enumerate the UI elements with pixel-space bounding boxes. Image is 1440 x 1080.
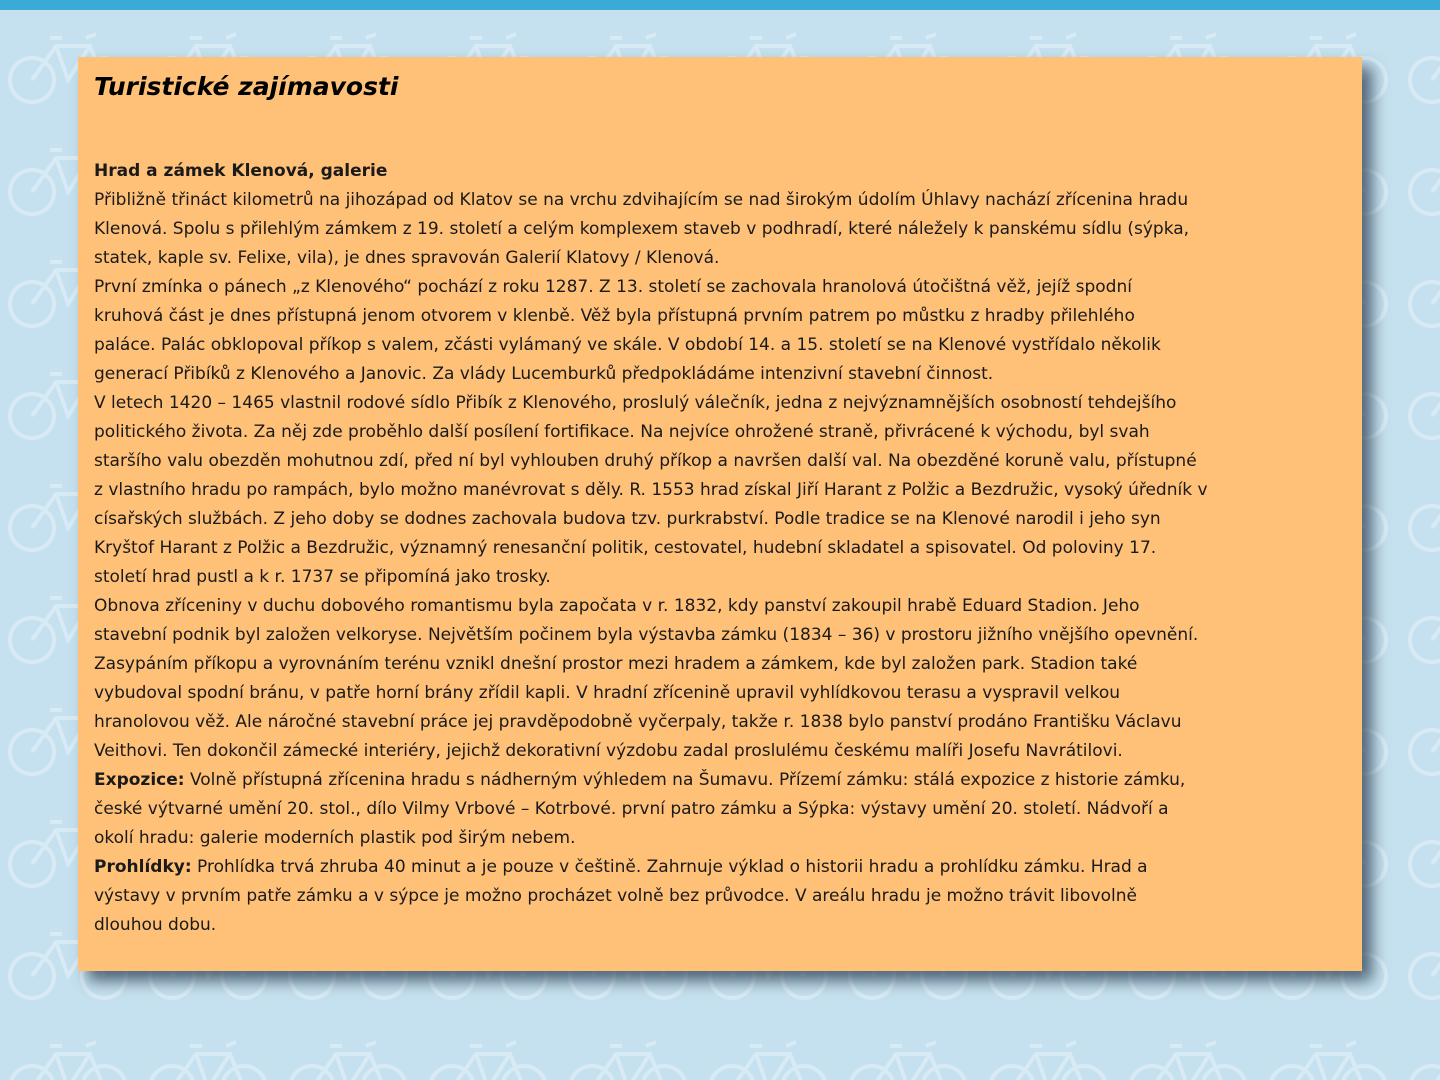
text-segment: století hrad pustl a k r. 1737 se připomíná jako trosky. (94, 567, 551, 587)
text-segment: z vlastního hradu po rampách, bylo možno manévrovat s děly. R. 1553 hrad získal Jiří Harant z Polžic a Bezdružic, vysoký úředník v (94, 480, 1208, 500)
text-segment: statek, kaple sv. Felixe, vila), je dnes spravován Galerií Klatovy / Klenová. (94, 248, 720, 268)
text-segment: výstavy v prvním patře zámku a v sýpce je možno procházet volně bez průvodce. V areálu hradu je možno trávit libovolně (94, 886, 1138, 906)
text-line (94, 737, 1350, 766)
text-segment: politického života. Za něj zde proběhlo další posílení fortifikace. Na nejvíce ohrožené straně, přivrácené k východu, byl svah (94, 422, 1150, 442)
text-line (94, 331, 1350, 360)
text-line (94, 650, 1350, 679)
bold-label: Prohlídky: (94, 857, 192, 877)
text-line (94, 708, 1350, 737)
text-line (94, 853, 1350, 882)
content-panel (78, 57, 1362, 971)
text-segment: české výtvarné umění 20. stol., dílo Vilmy Vrbové – Kotrbové. první patro zámku a Sýpka: výstavy umění 20. století. Nádvoří a (94, 799, 1169, 819)
text-line (94, 360, 1350, 389)
text-segment: dlouhou dobu. (94, 915, 217, 935)
text-line (94, 157, 1350, 186)
text-line (94, 621, 1350, 650)
text-segment: paláce. Palác obklopoval příkop s valem, zčásti vylámaný ve skále. V období 14. a 15. století se na Klenové vystřídalo několik (94, 335, 1161, 355)
text-line (94, 215, 1350, 244)
text-line (94, 273, 1350, 302)
text-line (94, 244, 1350, 273)
text-segment: císařských službách. Z jeho doby se dodnes zachovala budova tzv. purkrabství. Podle tradice se na Klenové narodil i jeho syn (94, 509, 1161, 529)
text-line (94, 476, 1350, 505)
text-segment: V letech 1420 – 1465 vlastnil rodové sídlo Přibík z Klenového, proslulý válečník, jedna z nejvýznamnějších osobností tehdejšího (94, 393, 1177, 413)
text-segment: Přibližně třináct kilometrů na jihozápad od Klatov se na vrchu zdvihajícím se nad širokým údolím Úhlavy nachází zřícenina hradu (94, 190, 1189, 210)
text-segment: staršího valu obezděn mohutnou zdí, před ní byl vyhlouben druhý příkop a navršen další val. Na obezděné koruně valu, přístupné (94, 451, 1197, 471)
text-line (94, 592, 1350, 621)
bold-label: Hrad a zámek Klenová, galerie (94, 161, 388, 181)
text-line (94, 505, 1350, 534)
text-segment: generací Přibíků z Klenového a Janovic. Za vlády Lucemburků předpokládáme intenzivní stavební činnost. (94, 364, 994, 384)
text-line (94, 186, 1350, 215)
text-segment: Zasypáním příkopu a vyrovnáním terénu vznikl dnešní prostor mezi hradem a zámkem, kde byl založen park. Stadion také (94, 654, 1138, 674)
text-segment: kruhová část je dnes přístupná jenom otvorem v klenbě. Věž byla přístupná prvním patrem po můstku z hradby přilehlého (94, 306, 1135, 326)
text-segment: Veithovi. Ten dokončil zámecké interiéry, jejichž dekorativní výzdobu zadal proslulému českému malíři Josefu Navrátilovi. (94, 741, 1123, 761)
text-line (94, 824, 1350, 853)
text-segment: stavební podnik byl založen velkoryse. Největším počinem byla výstavba zámku (1834 – 36) v prostoru jižního vnějšího opevnění. (94, 625, 1199, 645)
text-segment: Obnova zříceniny v duchu dobového romantismu byla započata v r. 1832, kdy panství zakoupil hrabě Eduard Stadion. Jeho (94, 596, 1140, 616)
text-line (94, 882, 1350, 911)
text-line (94, 911, 1350, 940)
article-body (94, 157, 1350, 940)
text-line (94, 766, 1350, 795)
text-line (94, 563, 1350, 592)
text-segment: Volně přístupná zřícenina hradu s nádherným výhledem na Šumavu. Přízemí zámku: stálá expozice z historie zámku, (184, 770, 1186, 790)
page-title: Turistické zajímavosti (94, 72, 399, 101)
text-segment: hranolovou věž. Ale náročné stavební práce jej pravděpodobně vyčerpaly, takže r. 1838 bylo panství prodáno Františku Václavu (94, 712, 1182, 732)
text-segment: vybudoval spodní bránu, v patře horní brány zřídil kapli. V hradní zřícenině upravil vyhlídkovou terasu a vyspravil velkou (94, 683, 1120, 703)
text-line (94, 389, 1350, 418)
text-line (94, 302, 1350, 331)
text-line (94, 795, 1350, 824)
text-line (94, 679, 1350, 708)
bold-label: Expozice: (94, 770, 185, 790)
text-line (94, 534, 1350, 563)
text-segment: Prohlídka trvá zhruba 40 minut a je pouze v češtině. Zahrnuje výklad o historii hradu a prohlídku zámku. Hrad a (191, 857, 1148, 877)
text-line (94, 447, 1350, 476)
text-segment: Klenová. Spolu s přilehlým zámkem z 19. století a celým komplexem staveb v podhradí, které náležely k panskému sídlu (sýpka, (94, 219, 1190, 239)
text-segment: okolí hradu: galerie moderních plastik pod širým nebem. (94, 828, 576, 848)
text-segment: Kryštof Harant z Polžic a Bezdružic, významný renesanční politik, cestovatel, hudební skladatel a spisovatel. Od poloviny 17. (94, 538, 1157, 558)
text-line (94, 418, 1350, 447)
top-accent-bar (0, 0, 1440, 10)
text-segment: První zmínka o pánech „z Klenového“ pochází z roku 1287. Z 13. století se zachovala hranolová útočištná věž, jejíž spodní (94, 277, 1132, 297)
